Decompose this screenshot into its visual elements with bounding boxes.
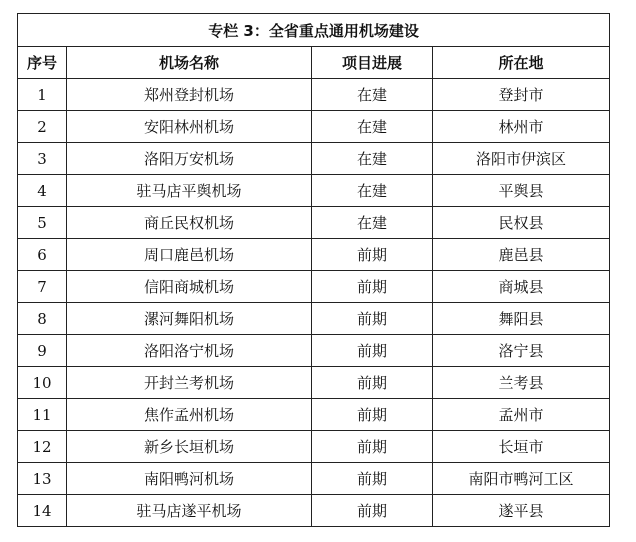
cell-location: 鹿邑县 [433,239,610,271]
table-row [18,431,610,463]
table-caption-row [18,14,610,47]
cell-airport-name: 开封兰考机场 [67,367,312,399]
table-row [18,399,610,431]
cell-progress: 在建 [312,111,433,143]
cell-index: 4 [18,175,67,207]
cell-location: 洛阳市伊滨区 [433,143,610,175]
cell-airport-name: 周口鹿邑机场 [67,239,312,271]
table-row [18,143,610,175]
cell-progress: 前期 [312,431,433,463]
table-row [18,367,610,399]
cell-location: 孟州市 [433,399,610,431]
cell-index: 12 [18,431,67,463]
cell-location: 洛宁县 [433,335,610,367]
cell-progress: 在建 [312,175,433,207]
cell-location: 平舆县 [433,175,610,207]
cell-index: 3 [18,143,67,175]
cell-progress: 前期 [312,335,433,367]
cell-index: 10 [18,367,67,399]
table-row [18,271,610,303]
cell-index: 13 [18,463,67,495]
cell-progress: 在建 [312,143,433,175]
cell-location: 民权县 [433,207,610,239]
cell-airport-name: 信阳商城机场 [67,271,312,303]
cell-location: 舞阳县 [433,303,610,335]
cell-index: 1 [18,79,67,111]
table-row [18,111,610,143]
cell-airport-name: 驻马店平舆机场 [67,175,312,207]
cell-progress: 在建 [312,207,433,239]
cell-airport-name: 商丘民权机场 [67,207,312,239]
cell-location: 兰考县 [433,367,610,399]
cell-airport-name: 郑州登封机场 [67,79,312,111]
cell-index: 7 [18,271,67,303]
table-caption: 专栏 3：全省重点通用机场建设 [18,14,610,47]
cell-progress: 前期 [312,367,433,399]
cell-airport-name: 焦作孟州机场 [67,399,312,431]
header-airport-name: 机场名称 [67,47,312,79]
table-row [18,79,610,111]
table-header-row [18,47,610,79]
cell-progress: 前期 [312,463,433,495]
cell-index: 9 [18,335,67,367]
cell-airport-name: 新乡长垣机场 [67,431,312,463]
cell-index: 6 [18,239,67,271]
cell-progress: 前期 [312,495,433,527]
cell-airport-name: 洛阳洛宁机场 [67,335,312,367]
airport-construction-table [17,13,610,527]
cell-progress: 前期 [312,399,433,431]
cell-location: 林州市 [433,111,610,143]
table-row [18,495,610,527]
cell-airport-name: 南阳鸭河机场 [67,463,312,495]
table-row [18,335,610,367]
table-row [18,175,610,207]
cell-index: 14 [18,495,67,527]
cell-location: 长垣市 [433,431,610,463]
cell-progress: 前期 [312,303,433,335]
cell-index: 11 [18,399,67,431]
header-location: 所在地 [433,47,610,79]
cell-index: 2 [18,111,67,143]
cell-airport-name: 洛阳万安机场 [67,143,312,175]
header-index: 序号 [18,47,67,79]
cell-progress: 在建 [312,79,433,111]
table-row [18,239,610,271]
header-progress: 项目进展 [312,47,433,79]
cell-index: 5 [18,207,67,239]
cell-location: 登封市 [433,79,610,111]
cell-index: 8 [18,303,67,335]
cell-location: 商城县 [433,271,610,303]
table-row [18,463,610,495]
cell-progress: 前期 [312,271,433,303]
cell-airport-name: 漯河舞阳机场 [67,303,312,335]
cell-airport-name: 驻马店遂平机场 [67,495,312,527]
cell-progress: 前期 [312,239,433,271]
table-row [18,207,610,239]
cell-location: 南阳市鸭河工区 [433,463,610,495]
cell-location: 遂平县 [433,495,610,527]
cell-airport-name: 安阳林州机场 [67,111,312,143]
table-row [18,303,610,335]
